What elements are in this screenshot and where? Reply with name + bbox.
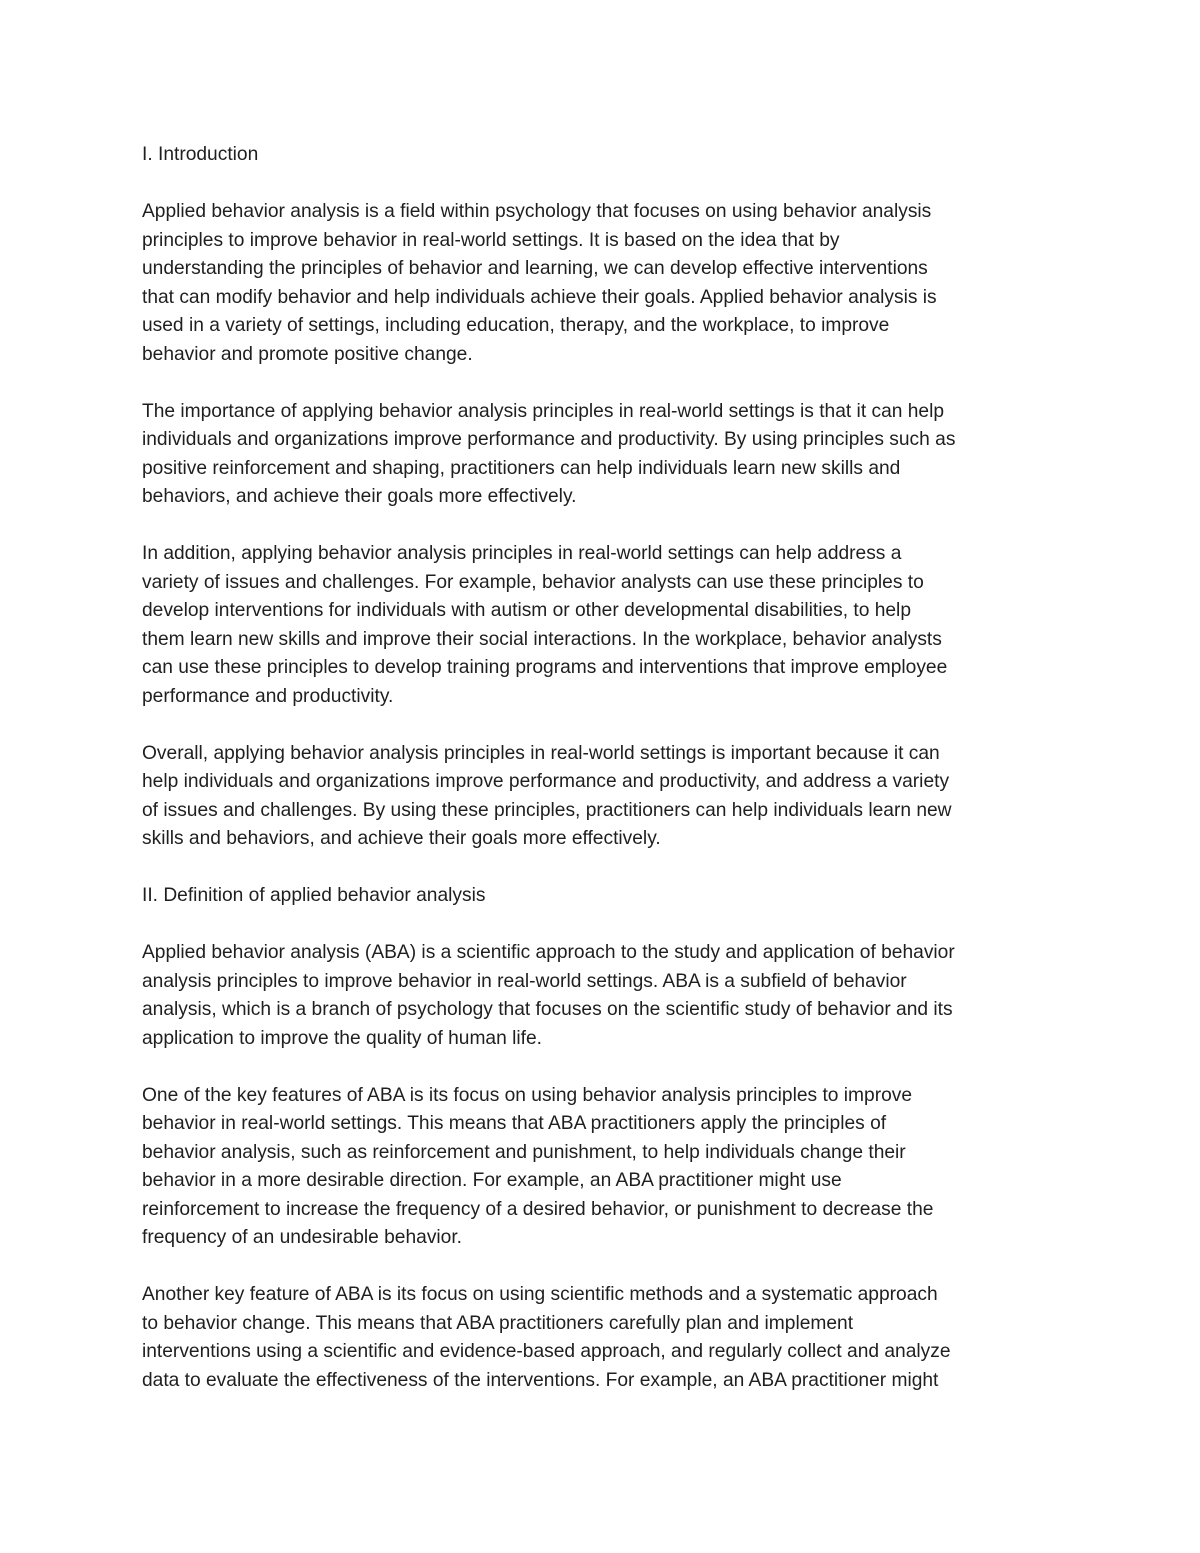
paragraph-line: In addition, applying behavior analysis principles in real-world settings can help address a — [142, 543, 902, 564]
paragraph-line: to behavior change. This means that ABA practitioners carefully plan and implement — [142, 1312, 854, 1334]
section-heading — [142, 882, 1072, 911]
paragraph-line: Applied behavior analysis (ABA) is a scientific approach to the study and application of behavior — [142, 942, 955, 963]
paragraph — [142, 1281, 1072, 1395]
paragraph-line: behavior and promote positive change. — [142, 343, 473, 365]
paragraph-line: reinforcement to increase the frequency of a desired behavior, or punishment to decrease the — [142, 1198, 934, 1220]
paragraph-line: Overall, applying behavior analysis principles in real-world settings is important because it can — [142, 742, 940, 764]
paragraph-line: behavior in real-world settings. This means that ABA practitioners apply the principles of — [142, 1113, 887, 1134]
paragraph-line: One of the key features of ABA is its focus on using behavior analysis principles to improve — [142, 1084, 913, 1106]
paragraph-spacer — [142, 1053, 1072, 1082]
paragraph-line: behavior in a more desirable direction. For example, an ABA practitioner might use — [142, 1170, 842, 1191]
paragraph-spacer — [142, 369, 1072, 398]
paragraph — [142, 1082, 1072, 1253]
heading-text: II. Definition of applied behavior analysis — [142, 885, 486, 906]
document-body — [142, 141, 1072, 1395]
paragraph-line: analysis principles to improve behavior in real-world settings. ABA is a subfield of behavior — [142, 970, 907, 992]
paragraph-line: them learn new skills and improve their social interactions. In the workplace, behavior analysts — [142, 628, 942, 650]
paragraph-line: individuals and organizations improve performance and productivity. By using principles such as — [142, 429, 956, 450]
paragraph-line: behaviors, and achieve their goals more effectively. — [142, 486, 577, 507]
heading-text: I. Introduction — [142, 144, 259, 165]
paragraph-line: Applied behavior analysis is a field within psychology that focuses on using behavior analysis — [142, 201, 932, 222]
paragraph-line: of issues and challenges. By using these principles, practitioners can help individuals learn new — [142, 799, 952, 821]
paragraph-line: Another key feature of ABA is its focus on using scientific methods and a systematic approach — [142, 1284, 938, 1305]
paragraph-spacer — [142, 1253, 1072, 1282]
paragraph-line: The importance of applying behavior analysis principles in real-world settings is that it can help — [142, 400, 945, 422]
paragraph-line: performance and productivity. — [142, 685, 394, 707]
paragraph — [142, 540, 1072, 711]
section-heading — [142, 141, 1072, 170]
paragraph-line: skills and behaviors, and achieve their goals more effectively. — [142, 828, 661, 849]
paragraph-line: interventions using a scientific and evidence-based approach, and regularly collect and analyze — [142, 1341, 951, 1362]
paragraph-line: help individuals and organizations improve performance and productivity, and address a variety — [142, 771, 950, 792]
paragraph-line: can use these principles to develop training programs and interventions that improve employee — [142, 657, 948, 678]
paragraph-line: variety of issues and challenges. For example, behavior analysts can use these principles to — [142, 571, 924, 593]
paragraph — [142, 198, 1072, 369]
paragraph-line: used in a variety of settings, including education, therapy, and the workplace, to improve — [142, 315, 890, 336]
paragraph-spacer — [142, 711, 1072, 740]
paragraph-line: principles to improve behavior in real-world settings. It is based on the idea that by — [142, 229, 840, 251]
paragraph-line: data to evaluate the effectiveness of the interventions. For example, an ABA practitioner might — [142, 1369, 939, 1391]
paragraph — [142, 740, 1072, 854]
paragraph-line: analysis, which is a branch of psychology that focuses on the scientific study of behavior and its — [142, 999, 953, 1020]
paragraph-line: frequency of an undesirable behavior. — [142, 1227, 463, 1248]
paragraph-line: develop interventions for individuals with autism or other developmental disabilities, to help — [142, 600, 911, 621]
paragraph-spacer — [142, 512, 1072, 541]
paragraph-line: understanding the principles of behavior and learning, we can develop effective interventions — [142, 258, 928, 279]
paragraph-line: behavior analysis, such as reinforcement and punishment, to help individuals change their — [142, 1141, 906, 1163]
paragraph-line: application to improve the quality of human life. — [142, 1027, 542, 1049]
paragraph — [142, 398, 1072, 512]
paragraph-spacer — [142, 854, 1072, 883]
paragraph-line: that can modify behavior and help individuals achieve their goals. Applied behavior analysis is — [142, 286, 937, 308]
paragraph — [142, 939, 1072, 1053]
paragraph-line: positive reinforcement and shaping, practitioners can help individuals learn new skills and — [142, 457, 901, 479]
paragraph-spacer — [142, 911, 1072, 940]
paragraph-spacer — [142, 170, 1072, 199]
